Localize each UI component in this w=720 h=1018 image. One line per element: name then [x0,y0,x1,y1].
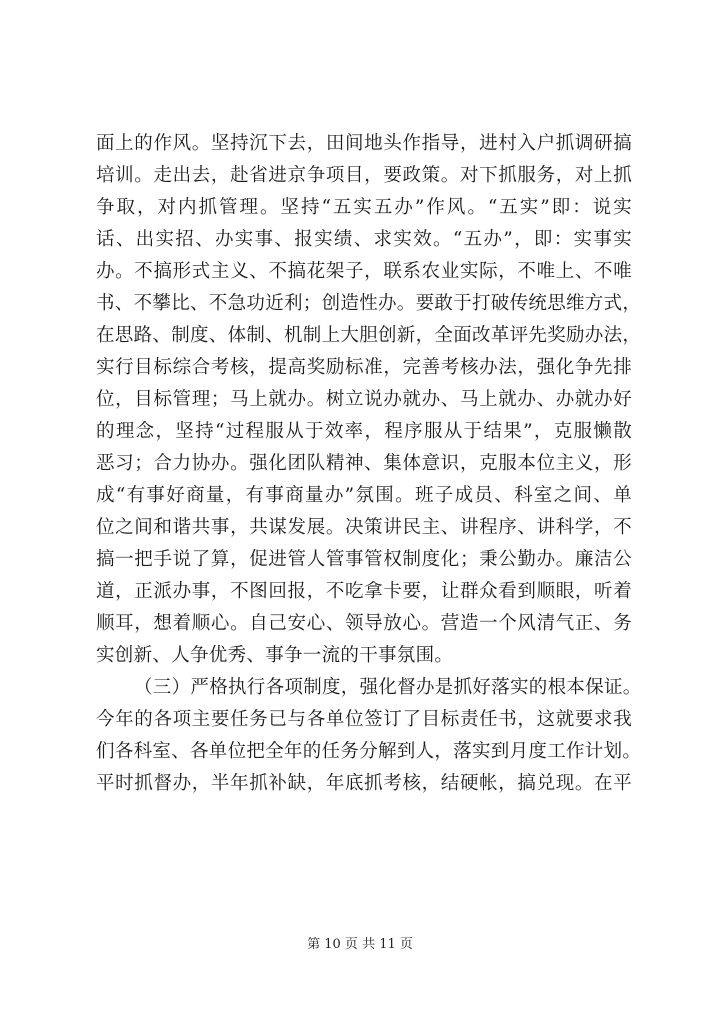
text-line: 话、出实招、办实事、报实绩、求实效。“五办”，即：实事实 [96,229,632,250]
text-line: 成“有事好商量，有事商量办”氛围。班子成员、科室之间、单 [96,485,632,506]
text-line: 位之间和谐共事，共谋发展。决策讲民主、讲程序、讲科学，不 [96,517,632,538]
text-line: 争取，对内抓管理。坚持“五实五办”作风。“五实”即：说实 [96,197,632,218]
text-line: 搞一把手说了算，促进管人管事管权制度化；秉公勤办。廉洁公 [96,549,632,570]
text-line: 培训。走出去，赴省进京争项目，要政策。对下抓服务，对上抓 [96,165,632,186]
text-line: 办。不搞形式主义、不搞花架子，联系农业实际，不唯上、不唯 [96,261,632,282]
text-line: 实行目标综合考核，提高奖励标准，完善考核办法，强化争先排 [96,357,632,378]
text-line: 们各科室、各单位把全年的任务分解到人，落实到月度工作计划。 [96,741,642,762]
text-line: 恶习；合力协办。强化团队精神、集体意识，克服本位主义，形 [96,453,632,474]
text-line: 在思路、制度、体制、机制上大胆创新，全面改革评先奖励办法， [96,325,642,346]
text-line: 今年的各项主要任务已与各单位签订了目标责任书，这就要求我 [96,709,632,730]
text-line: 书、不攀比、不急功近利；创造性办。要敢于打破传统思维方式， [96,293,642,314]
text-line: 面上的作风。坚持沉下去，田间地头作指导，进村入户抓调研搞 [96,133,632,154]
text-line: 的理念，坚持“过程服从于效率，程序服从于结果”，克服懒散 [96,421,632,442]
section-heading-line: （三）严格执行各项制度，强化督办是抓好落实的根本保证。 [134,677,642,698]
page-number: 第 10 页 共 11 页 [307,937,413,952]
text-line: 平时抓督办，半年抓补缺，年底抓考核，结硬帐，搞兑现。在平 [96,773,632,794]
body-text [96,128,642,800]
text-line: 位，目标管理；马上就办。树立说办就办、马上就办、办就办好 [96,389,632,410]
text-line: 道，正派办事，不图回报，不吃拿卡要，让群众看到顺眼，听着 [96,581,632,602]
page-footer [0,936,720,954]
text-line: 顺耳，想着顺心。自己安心、领导放心。营造一个风清气正、务 [96,613,632,634]
paragraph-end-line: 实创新、人争优秀、事争一流的干事氛围。 [96,645,454,666]
